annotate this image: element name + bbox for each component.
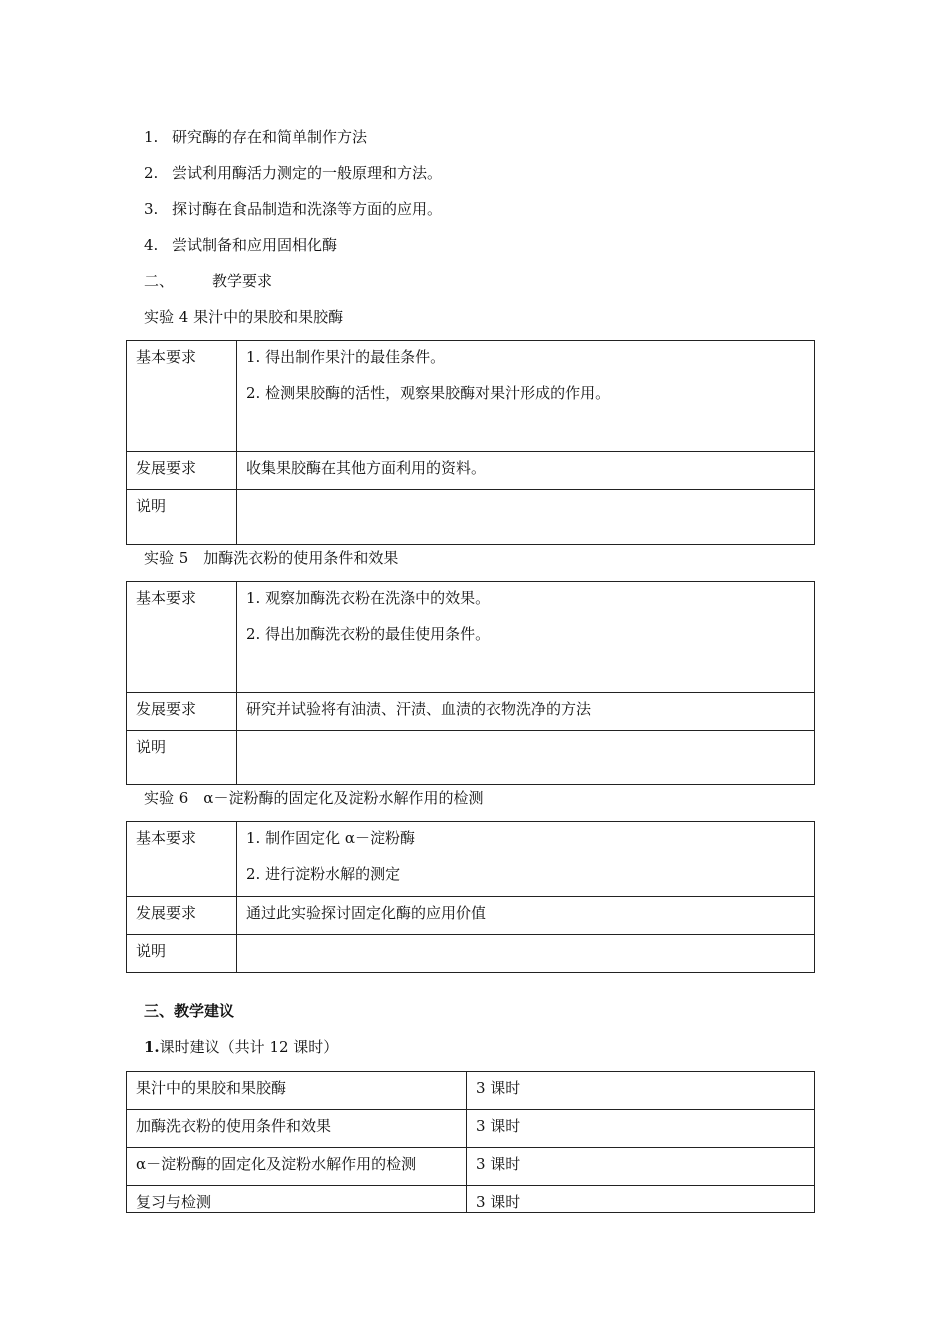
objective-number: 4. (144, 236, 159, 254)
hours-heading (144, 1037, 338, 1057)
requirement-line: 2. 检测果胶酶的活性，观察果胶酶对果汁形成的作用。 (246, 384, 611, 402)
objective-item (144, 127, 367, 147)
table-row (127, 452, 815, 490)
objective-number: 3. (144, 200, 159, 218)
topic-cell: α－淀粉酶的固定化及淀粉水解作用的检测 (127, 1148, 467, 1186)
table-row (127, 897, 815, 935)
table-row (127, 693, 815, 731)
hours-cell: 3 课时 (467, 1110, 815, 1148)
development-requirement-label: 发展要求 (127, 897, 237, 935)
development-requirement-cell: 收集果胶酶在其他方面利用的资料。 (237, 452, 815, 490)
section-heading (144, 271, 272, 291)
requirement-line: 1. 制作固定化 α－淀粉酶 (246, 829, 415, 847)
requirement-line: 1. 观察加酶洗衣粉在洗涤中的效果。 (246, 589, 491, 607)
basic-requirement-cell (237, 582, 815, 693)
development-requirement-label: 发展要求 (127, 452, 237, 490)
objective-item (144, 163, 442, 183)
experiment-table (126, 340, 815, 545)
requirement-line: 1. 得出制作果汁的最佳条件。 (246, 348, 446, 366)
table-row (127, 341, 815, 452)
table-row (127, 822, 815, 897)
table-row (127, 1148, 815, 1186)
hours-cell: 3 课时 (467, 1148, 815, 1186)
basic-requirement-cell (237, 822, 815, 897)
section-title: 教学要求 (212, 272, 273, 290)
table-row (127, 731, 815, 785)
note-cell (237, 731, 815, 785)
table-row (127, 1186, 815, 1213)
objective-text: 探讨酶在食品制造和洗涤等方面的应用。 (172, 200, 443, 218)
experiment-title: 实验 5 加酶洗衣粉的使用条件和效果 (144, 549, 399, 567)
development-requirement-cell: 研究并试验将有油渍、汗渍、血渍的衣物洗净的方法 (237, 693, 815, 731)
objective-number: 1. (144, 128, 159, 146)
table-row (127, 1110, 815, 1148)
hours-cell: 3 课时 (467, 1186, 815, 1213)
note-label: 说明 (127, 935, 237, 973)
objective-number: 2. (144, 164, 159, 182)
objective-item (144, 235, 337, 255)
basic-requirement-label: 基本要求 (127, 822, 237, 897)
hours-heading-text: 课时建议（共计 12 课时） (159, 1038, 339, 1056)
experiment-table (126, 581, 815, 785)
experiment-title: 实验 6 α－淀粉酶的固定化及淀粉水解作用的检测 (144, 789, 484, 807)
note-label: 说明 (127, 490, 237, 545)
note-label: 说明 (127, 731, 237, 785)
hours-heading-number: 1. (144, 1038, 160, 1056)
requirement-line: 2. 进行淀粉水解的测定 (246, 865, 401, 883)
requirement-line: 2. 得出加酶洗衣粉的最佳使用条件。 (246, 625, 491, 643)
note-cell (237, 935, 815, 973)
experiment-table (126, 821, 815, 973)
hours-cell: 3 课时 (467, 1072, 815, 1110)
topic-cell: 加酶洗衣粉的使用条件和效果 (127, 1110, 467, 1148)
basic-requirement-cell (237, 341, 815, 452)
table-row (127, 582, 815, 693)
topic-cell: 果汁中的果胶和果胶酶 (127, 1072, 467, 1110)
objective-text: 尝试制备和应用固相化酶 (172, 236, 338, 254)
objective-text: 尝试利用酶活力测定的一般原理和方法。 (172, 164, 443, 182)
section-heading: 三、教学建议 (144, 1002, 235, 1020)
table-row (127, 935, 815, 973)
table-row (127, 1072, 815, 1110)
note-cell (237, 490, 815, 545)
objective-item (144, 199, 442, 219)
development-requirement-label: 发展要求 (127, 693, 237, 731)
basic-requirement-label: 基本要求 (127, 341, 237, 452)
hours-table (126, 1071, 815, 1213)
section-number: 二、 (144, 272, 175, 290)
basic-requirement-label: 基本要求 (127, 582, 237, 693)
development-requirement-cell: 通过此实验探讨固定化酶的应用价值 (237, 897, 815, 935)
experiment-title: 实验 4 果汁中的果胶和果胶酶 (144, 308, 344, 326)
table-row (127, 490, 815, 545)
objective-text: 研究酶的存在和简单制作方法 (172, 128, 368, 146)
topic-cell: 复习与检测 (127, 1186, 467, 1213)
